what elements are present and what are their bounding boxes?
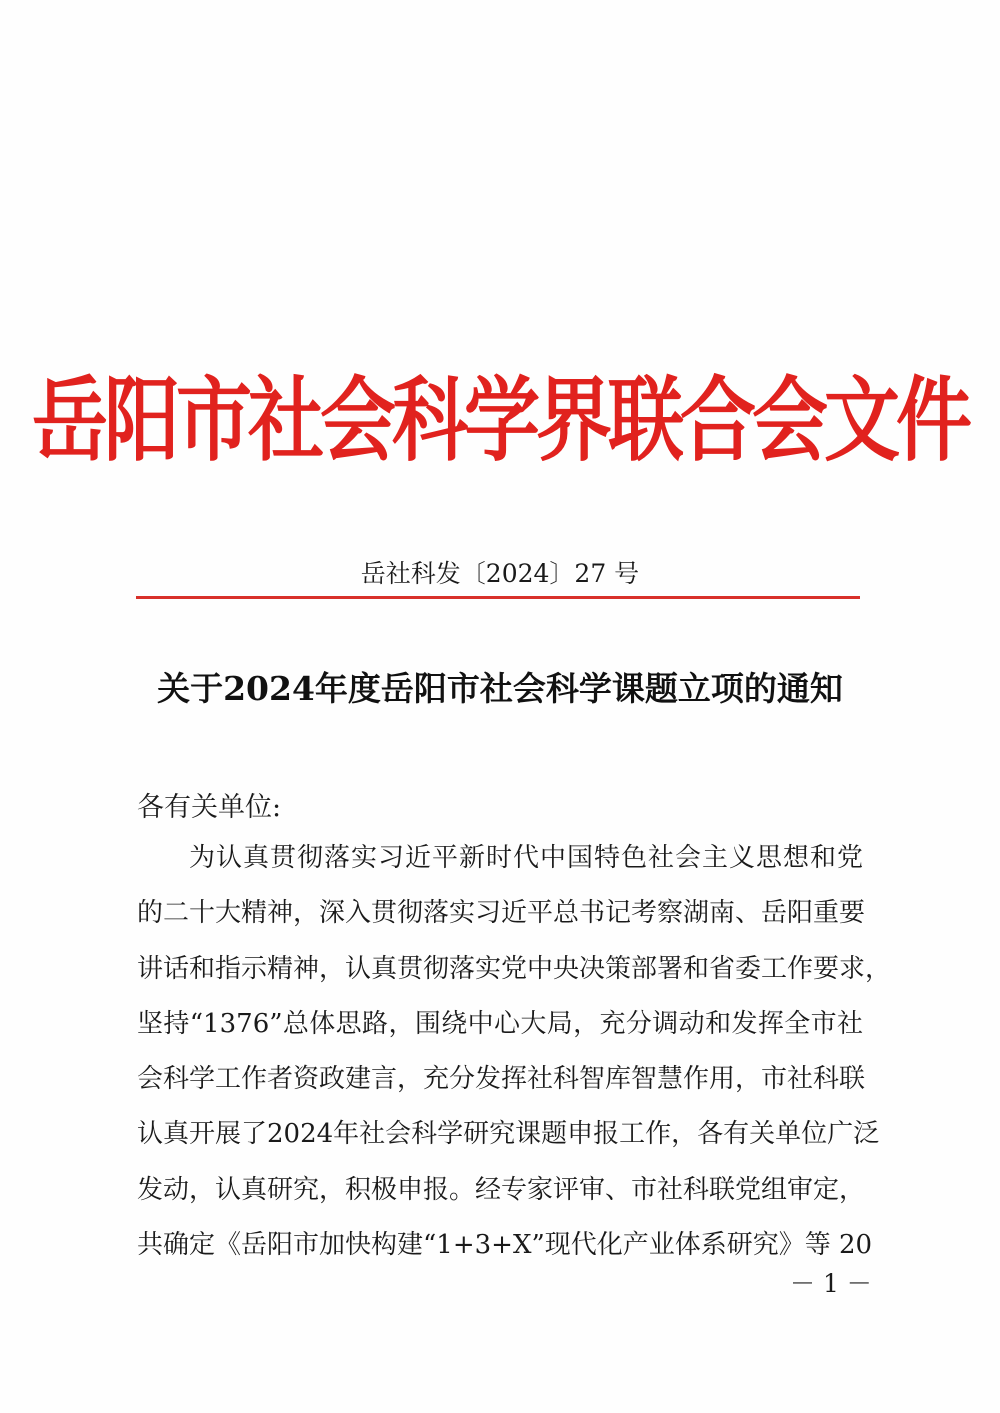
organization-header-title: 岳阳市社会科学界联合会文件 <box>32 367 968 474</box>
body-line: 发动，认真研究，积极申报。经专家评审、市社科联党组审定， <box>137 1174 866 1205</box>
notice-body <box>137 836 892 1278</box>
page-number: － 1 － <box>790 1269 872 1298</box>
body-line: 会科学工作者资政建言，充分发挥社科智库智慧作用，市社科联 <box>137 1064 866 1095</box>
body-line: 共确定《岳阳市加快构建“1+3+X”现代化产业体系研究》等 20 <box>137 1230 873 1261</box>
salutation: 各有关单位: <box>137 792 282 823</box>
notice-title: 关于2024年度岳阳市社会科学课题立项的通知 <box>157 669 843 708</box>
body-line: 讲话和指示精神，认真贯彻落实党中央决策部署和省委工作要求， <box>137 953 892 984</box>
body-line: 认真开展了2024年社会科学研究课题申报工作，各有关单位广泛 <box>137 1119 880 1150</box>
red-divider-line <box>136 596 860 599</box>
body-line: 坚持“1376”总体思路，围绕中心大局，充分调动和发挥全市社 <box>137 1008 863 1039</box>
body-line: 的二十大精神，深入贯彻落实习近平总书记考察湖南、岳阳重要 <box>137 898 866 929</box>
document-number: 岳社科发〔2024〕27 号 <box>360 559 640 588</box>
body-line: 为认真贯彻落实习近平新时代中国特色社会主义思想和党 <box>189 843 863 873</box>
